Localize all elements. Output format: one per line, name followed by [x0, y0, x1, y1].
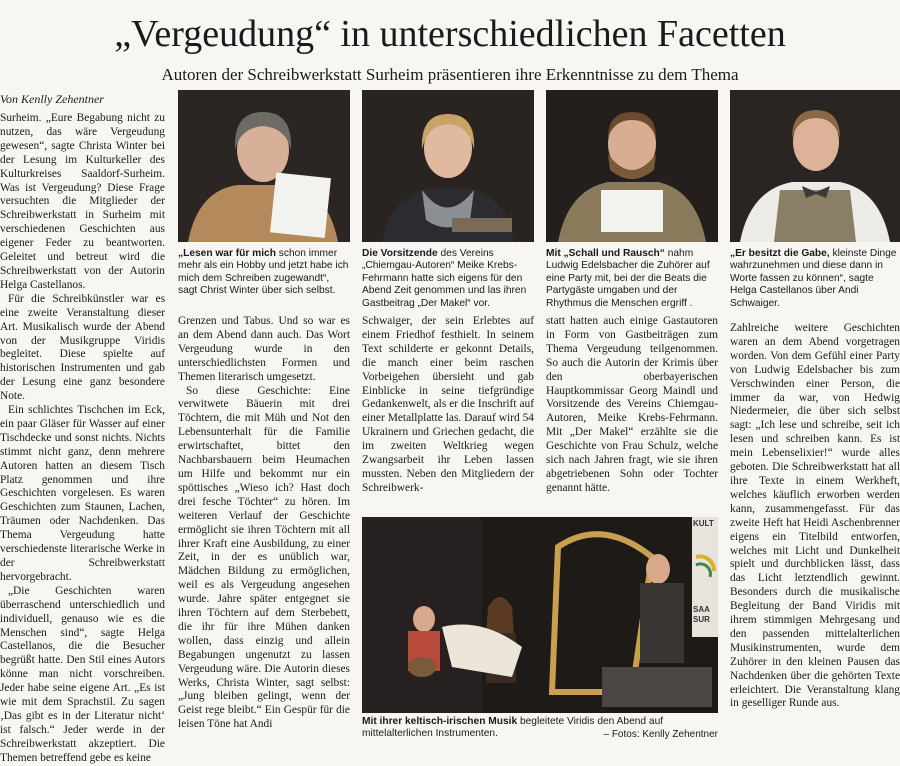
text-column-4	[546, 315, 718, 507]
portrait-image	[546, 90, 718, 242]
subheadline: Autoren der Schreibwerkstatt Surheim präsentieren ihre Erkenntnisse zu dem Thema	[161, 65, 739, 84]
banner-line: SAA	[693, 605, 710, 614]
caption-photo-2	[362, 248, 534, 308]
paragraph: Ein schlichtes Tischchen im Eck, ein paar Gläser für Wasser auf einer Tischdecke und sonst nichts. Nichts stimmt nicht ganz, denn mehrere Autoren hatten an diesem Tisch Platz genommen und ihre Geschichten vorgelesen. Es waren Geschichten zum Staunen, Lachen, Träumen oder Nachdenken. Das Thema Vergeudung hatte verschiedenste literarische Werke in der Schreibwerkstatt hervorgebracht.	[0, 404, 165, 583]
portrait-image	[730, 90, 900, 242]
photo-credit: – Fotos: Kenlly Zehentner	[603, 729, 718, 740]
paragraph: „Die Geschichten waren überraschend unterschiedlich und individuell, genauso wie es die Menschen sind“, sagte Helga Castellanos, die die Besucher begrüßt hatte. Den Stil eines Autors könne man nicht vorschreiben. Jeder habe seine eigene Art. „Es ist wie mit dem Sprachstil. Zu sagen ‚Das gibt es in der Literatur nicht‘ ist falsch.“ Jeder werde in der Schreibwerkstatt akzeptiert. Die Themen betreffend gebe es keine	[0, 584, 165, 764]
text-column-2	[178, 315, 350, 748]
banner-line: KULT	[693, 519, 714, 528]
caption-text: nahm Ludwig Edelsbacher die Zuhörer auf eine Party mit, bei der die Beats die Partygäste umgaben und der Rhythmus die Menschen ergriff .	[546, 248, 710, 309]
caption-lead: „Er besitzt die Gabe,	[730, 248, 830, 259]
banner-sign	[693, 519, 718, 625]
portrait-image	[178, 90, 350, 242]
paragraph: Zahlreiche weitere Geschichten waren an dem Abend vorgetragen worden. Von dem Gefühl einer Party von Ludwig Edelsbacher bis zum Verschwinden einer Person, die immer da war, von Hedwig Niedermeier, die über sich selbst sagt: „Ich lese und schreibe, seit ich lesen und schreiben kann. Es ist mein Lebenselixier!“ wurde alles geboten. Die Schreibwerkstatt hat all ihre Texte in einem Werkheft, welches käuflich erworben werden kann, zusammengefasst. Für das zweite Heft hat Heidi Aschenbrenner eigens ein Titelbild entworfen, welches mit Licht und Dunkelheit spielt und durchblicken lässt, dass das Licht letztendlich gewinnt. Besonders durch die musikalische Begleitung der Band Viridis mit ihrem stimmigen Mehrgesang und den passenden mittelalterlichen Musikinstrumenten, wurde dem Zuhörer in den kleinen Pausen das Nachdenken über die gehörten Texte erleichtert. Die Veranstaltung klang in geselliger Runde aus.	[730, 322, 900, 710]
text-column-5	[730, 322, 900, 748]
photo-band-viridis	[362, 517, 718, 713]
caption-photo-1	[178, 248, 350, 308]
caption-text: begleitete Viridis den Abend auf mittelalterlichen Instrumenten.	[362, 716, 664, 740]
paragraph: Für die Schreibkünstler war es eine zweite Veranstaltung dieser Art. Musikalisch wurde der Abend von der Musikgruppe Viridis begleitet. Diese spielte auf historischen Instrumenten und gab der Lesung eine ganz besondere Note.	[0, 292, 165, 403]
caption-lead: Die Vorsitzende	[362, 248, 438, 259]
text-column-3	[362, 315, 534, 507]
paragraph: statt hatten auch einige Gastautoren in Form von Gastbeiträgen zum Thema Vergeudung teilgenommen. So auch die Autorin der Krimis über den oberbayerischen Hauptkommissar Georg Maindl und Vorsitzende des Vereins Chiemgau-Autoren, Meike Krebs-Fehrmann. Mit „Der Makel“ erzählte sie die Geschichte von Frau Schulz, welche sich nach Jahren fragt, wie sie ihren abgetriebenen Sohn oder Tochter genannt hätte.	[546, 315, 718, 494]
portrait-image	[362, 90, 534, 242]
photo-meike-krebs-fehrmann	[362, 90, 534, 242]
caption-lead: „Lesen war für mich	[178, 248, 276, 259]
caption-text: des Vereins „Chiemgau-Autoren“ Meike Krebs-Fehrmann hatte sich eigens für den Abend Zeit genommen und las ihren Gastbeitrag „Der Makel“ vor.	[362, 248, 527, 309]
byline: Von Kenlly Zehentner	[0, 92, 104, 106]
headline: „Vergeudung“ in unterschiedlichen Facetten	[114, 13, 786, 55]
banner-line: SUR	[693, 615, 710, 624]
paragraph: Surheim. „Eure Begabung nicht zu nutzen, das wäre Vergeudung gewesen“, sagte Christa Winter bei der Lesung im Kulturkeller des Kulturkreises Saaldorf-Surheim. Was ist Vergeudung? Diese Frage versuchten die Mitglieder der Schreibwerkstatt in Surheim mit verschiedenen Geschichten aus eigener Feder zu beantworten. Geleitet und betreut wird die Schreibwerkstatt von der Autorin Helga Castellanos.	[0, 112, 165, 291]
caption-text: schon immer mehr als ein Hobby und jetzt habe ich mich dem Schreiben zugewandt“, sagt Christ Winter über sich selbst.	[178, 248, 349, 297]
photo-andi-schwaiger	[730, 90, 900, 242]
caption-lead: Mit „Schall und Rausch“	[546, 248, 665, 259]
caption-photo-3	[546, 248, 718, 308]
text-column-1	[0, 112, 165, 764]
paragraph: So diese Geschichte: Eine verwitwete Bäuerin mit drei Töchtern, die mit Müh und Not den Lebensunterhalt für die Familie erwirtschaftet, bittet den Nachbarsbauern beim Heumachen um Hilfe und bekommt nur ein spöttisches „Wieso ich? Hast doch drei fesche Töchter“ zu hören. Im weiteren Verlauf der Geschichte ermöglicht sie ihren Töchtern mit all ihrer Kraft eine Ausbildung, zu einer Zeit, in der es unüblich war, Mädchen Bildung zu ermöglichen, weil es als Vergeudung angesehen wurde. Jahre später entgegnet sie ihren Töchtern auf dem Sterbebett, die ihr für ihre Mühen danken wollen, dass einzig und allein Begabungen ungenutzt zu lassen Vergeudung wäre. Die Autorin dieses Werks, Christa Winter, sagt selbst: „Jung bleiben gelingt, wenn der Geist rege bleibt.“ Ein Gespür für die leisen Töne hat Andi	[178, 384, 350, 731]
photo-christa-winter	[178, 90, 350, 242]
caption-text: kleinste Dinge wahrzunehmen und diese dann in Worte fassen zu können“, sagte Helga Castellanos über Andi Schwaiger.	[730, 248, 897, 309]
paragraph: Grenzen und Tabus. Und so war es an dem Abend dann auch. Das Wort Vergeudung wurde in den unterschiedlichsten Formen und Themen literarisch umgesetzt.	[178, 315, 350, 383]
paragraph: Schwaiger, der sein Erlebtes auf einem Friedhof festhielt. In seinem Text schilderte er gekonnt Details, die manch einer beim raschen Vorbeigehen übersieht und gab Einblicke in seine tiefgründige Gedankenwelt, als er die Inschrift auf einer Metallplatte las. Darauf wird 54 Ukrainern und Griechen gedacht, die im zweiten Weltkrieg wegen Zwangsarbeit ihr Leben lassen mussten. Neben den Mitgliedern der Schreibwerk-	[362, 315, 534, 494]
caption-lead: Mit ihrer keltisch-irischen Musik	[362, 716, 518, 727]
caption-photo-4	[730, 248, 900, 308]
photo-ludwig-edelsbacher	[546, 90, 718, 242]
band-image	[362, 517, 718, 713]
